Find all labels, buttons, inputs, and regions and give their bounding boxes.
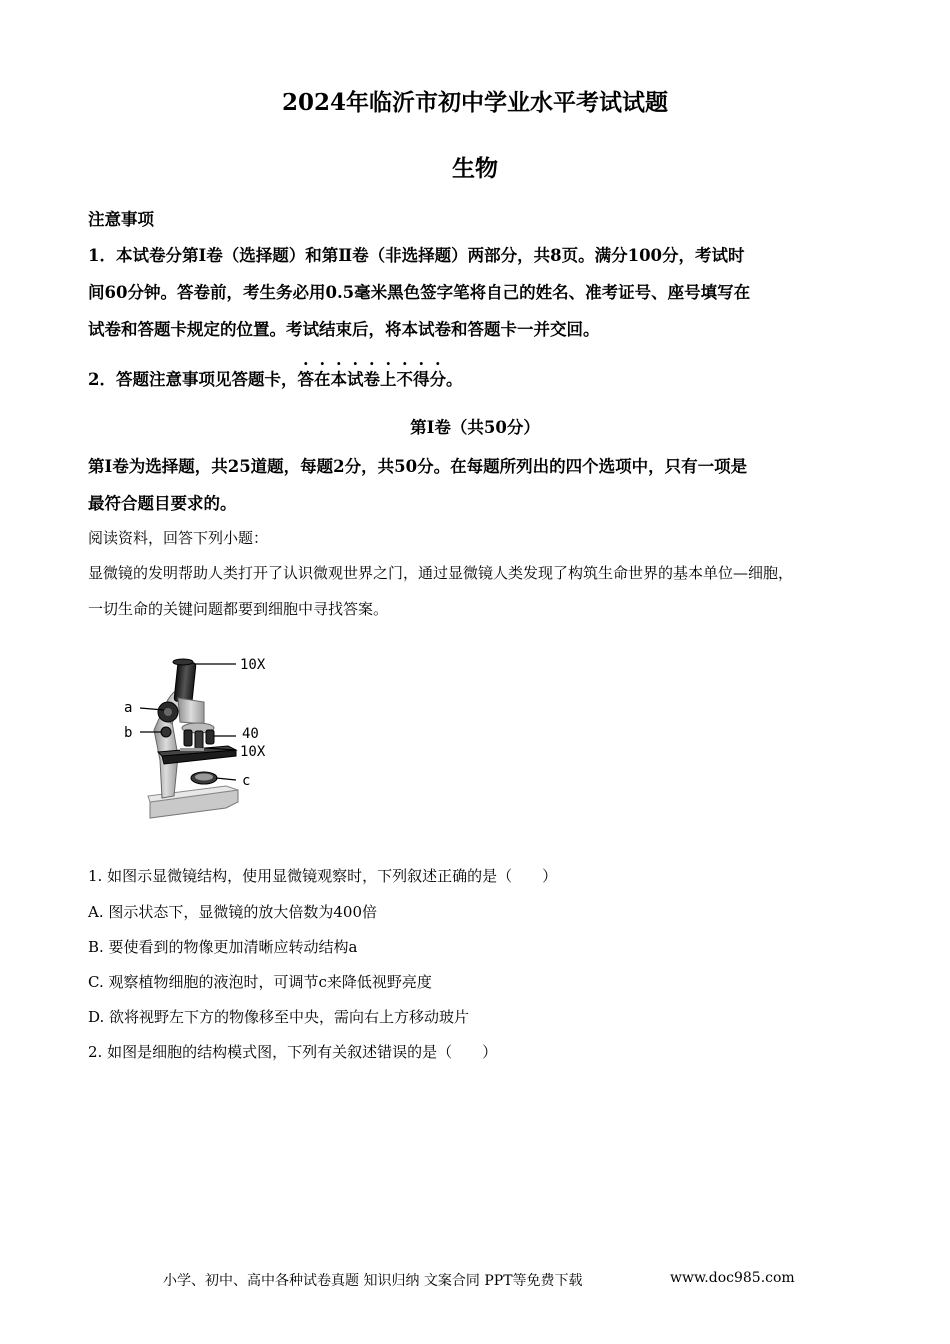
notice-heading: 注意事项 [88,210,154,229]
emph-char: 答 [297,370,314,389]
label-eyepiece: 10X [240,657,266,673]
question-2-stem: 2. 如图是细胞的结构模式图，下列有关叙述错误的是（ ） [88,1043,498,1061]
question-1-option-a: A. 图示状态下，显微镜的放大倍数为400倍 [88,903,378,921]
label-objective-low: 10X [240,744,266,760]
label-a: a [124,700,133,716]
question-1-option-b: B. 要使看到的物像更加清晰应转动结构a [88,938,358,956]
footer-left: 小学、初中、高中各种试卷真题 知识归纳 文案合同 PPT等免费下载 [163,1273,583,1289]
notice-item2-prefix: 2．答题注意事项见答题卡， [88,370,298,389]
question-1-option-c: C. 观察植物细胞的液泡时，可调节c来降低视野亮度 [88,973,432,991]
emph-char: 不 [396,370,413,389]
part1-intro-line1: 第Ⅰ卷为选择题，共25道题，每题2分，共50分。在每题所列出的四个选项中，只有一项是 [88,457,748,476]
footer-url[interactable]: www.doc985.com [670,1270,795,1286]
fine-knob [161,727,171,737]
notice-item2 [88,366,462,390]
emph-char: 试 [346,370,364,389]
material-line1: 显微镜的发明帮助人类打开了认识微观世界之门，通过显微镜人类发现了构筑生命世界的基本单位—细胞， [88,564,794,582]
exam-title: 2024年临沂市初中学业水平考试试题 [281,89,668,116]
subject-title: 生物 [452,155,498,182]
emph-char: 得 [412,370,430,389]
label-c: c [242,773,251,789]
part1-heading: 第Ⅰ卷（共50分） [410,418,540,437]
notice-item1-line3: 试卷和答题卡规定的位置。考试结束后，将本试卷和答题卡一并交回。 [88,320,600,339]
material-line2: 一切生命的关键问题都要到细胞中寻找答案。 [88,600,389,618]
part1-intro-line2: 最符合题目要求的。 [88,494,237,513]
emph-char: 上 [379,370,397,389]
microscope-figure [118,652,288,824]
question-1-option-d: D. 欲将视野左下方的物像移至中央，需向右上方移动玻片 [88,1008,470,1026]
emph-char: 卷 [363,370,380,389]
label-b: b [124,725,133,741]
question-1-stem: 1. 如图示显微镜结构，使用显微镜观察时，下列叙述正确的是（ ） [88,867,558,885]
label-objective-high: 40 [242,726,259,742]
emph-char: 本 [330,370,347,389]
reading-prompt: 阅读资料，回答下列小题： [88,529,269,547]
emph-char: 在 [313,370,331,389]
notice-item1-line1: 1．本试卷分第Ⅰ卷（选择题）和第Ⅱ卷（非选择题）两部分，共8页。满分100分，考试时 [88,246,745,265]
notice-item2-suffix: 。 [445,370,463,389]
notice-item1-line2: 间60分钟。答卷前，考生务必用0.5毫米黑色签字笔将自己的姓名、准考证号、座号填写在 [88,283,751,302]
emph-char: 分 [429,370,446,389]
